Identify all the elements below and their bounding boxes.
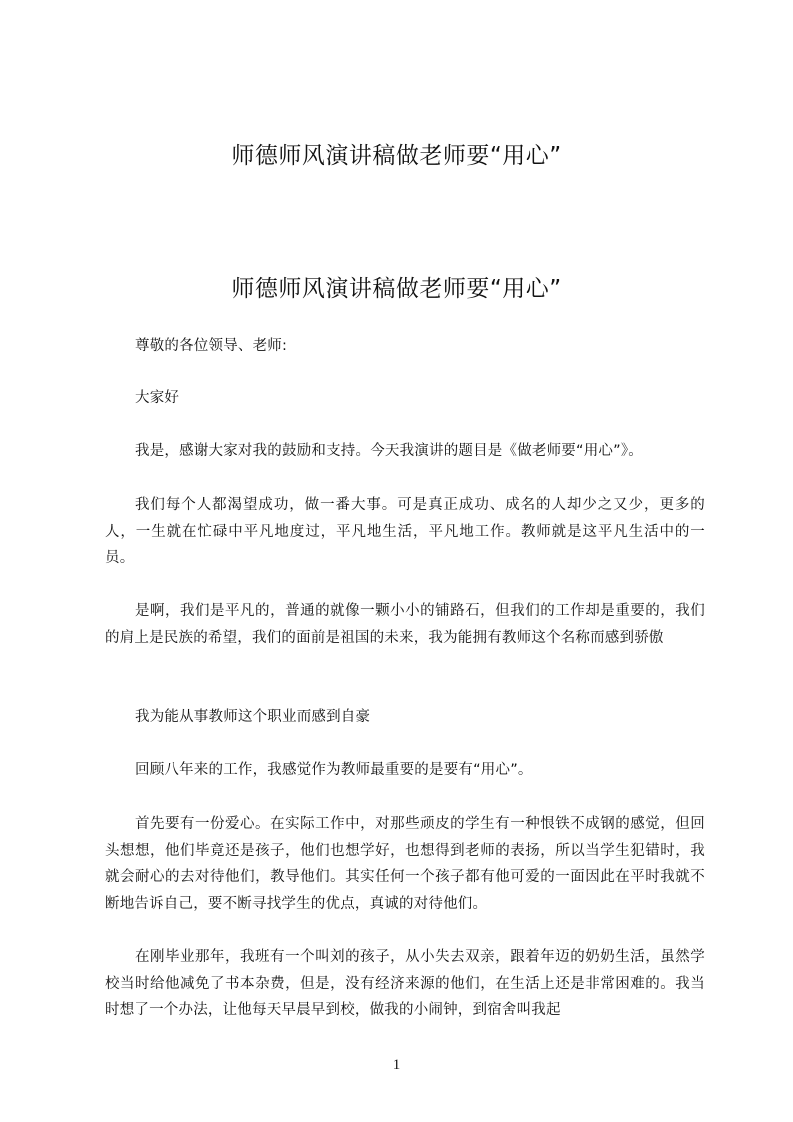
body-paragraph-6: 在刚毕业那年，我班有一个叫刘的孩子，从小失去双亲，跟着年迈的奶奶生活，虽然学校当时给他减免了书本杂费，但是，没有经济来源的他们，在生活上还是非常困难的。我当时想了一个办法，让他每天早晨早到校，做我的小闹钟，到宿舍叫我起 bbox=[105, 949, 705, 1018]
intro-paragraph: 我是，感谢大家对我的鼓励和支持。今天我演讲的题目是《做老师要“用心”》。 bbox=[135, 443, 643, 459]
salutation-paragraph: 尊敬的各位领导、老师: bbox=[135, 338, 288, 354]
body-paragraph-4: 回顾八年来的工作，我感觉作为教师最重要的是要有“用心”。 bbox=[135, 762, 533, 778]
body-paragraph-3: 我为能从事教师这个职业而感到自豪 bbox=[135, 709, 371, 725]
body-paragraph-5: 首先要有一份爱心。在实际工作中，对那些顽皮的学生有一种恨铁不成钢的感觉，但回头想想，他们毕竟还是孩子，他们也想学好，也想得到老师的表扬，所以当学生犯错时，我就会耐心的去对待他们，教导他们。其实任何一个孩子都有他可爱的一面因此在平时我就不断地告诉自己，要不断寻找学生的优点，真诚的对待他们。 bbox=[105, 816, 705, 912]
greeting-paragraph: 大家好 bbox=[135, 390, 180, 406]
page-number: 1 bbox=[392, 1057, 401, 1073]
body-paragraph-1: 我们每个人都渴望成功，做一番大事。可是真正成功、成名的人却少之又少，更多的人，一生就在忙碌中平凡地度过，平凡地生活，平凡地工作。教师就是这平凡生活中的一员。 bbox=[105, 497, 705, 566]
document-title: 师德师风演讲稿做老师要“用心” bbox=[231, 276, 562, 302]
body-paragraph-2: 是啊，我们是平凡的，普通的就像一颗小小的铺路石，但我们的工作却是重要的，我们的肩上是民族的希望，我们的面前是祖国的未来，我为能拥有教师这个名称而感到骄傲 bbox=[105, 603, 705, 646]
cover-title: 师德师风演讲稿做老师要“用心” bbox=[231, 143, 562, 169]
